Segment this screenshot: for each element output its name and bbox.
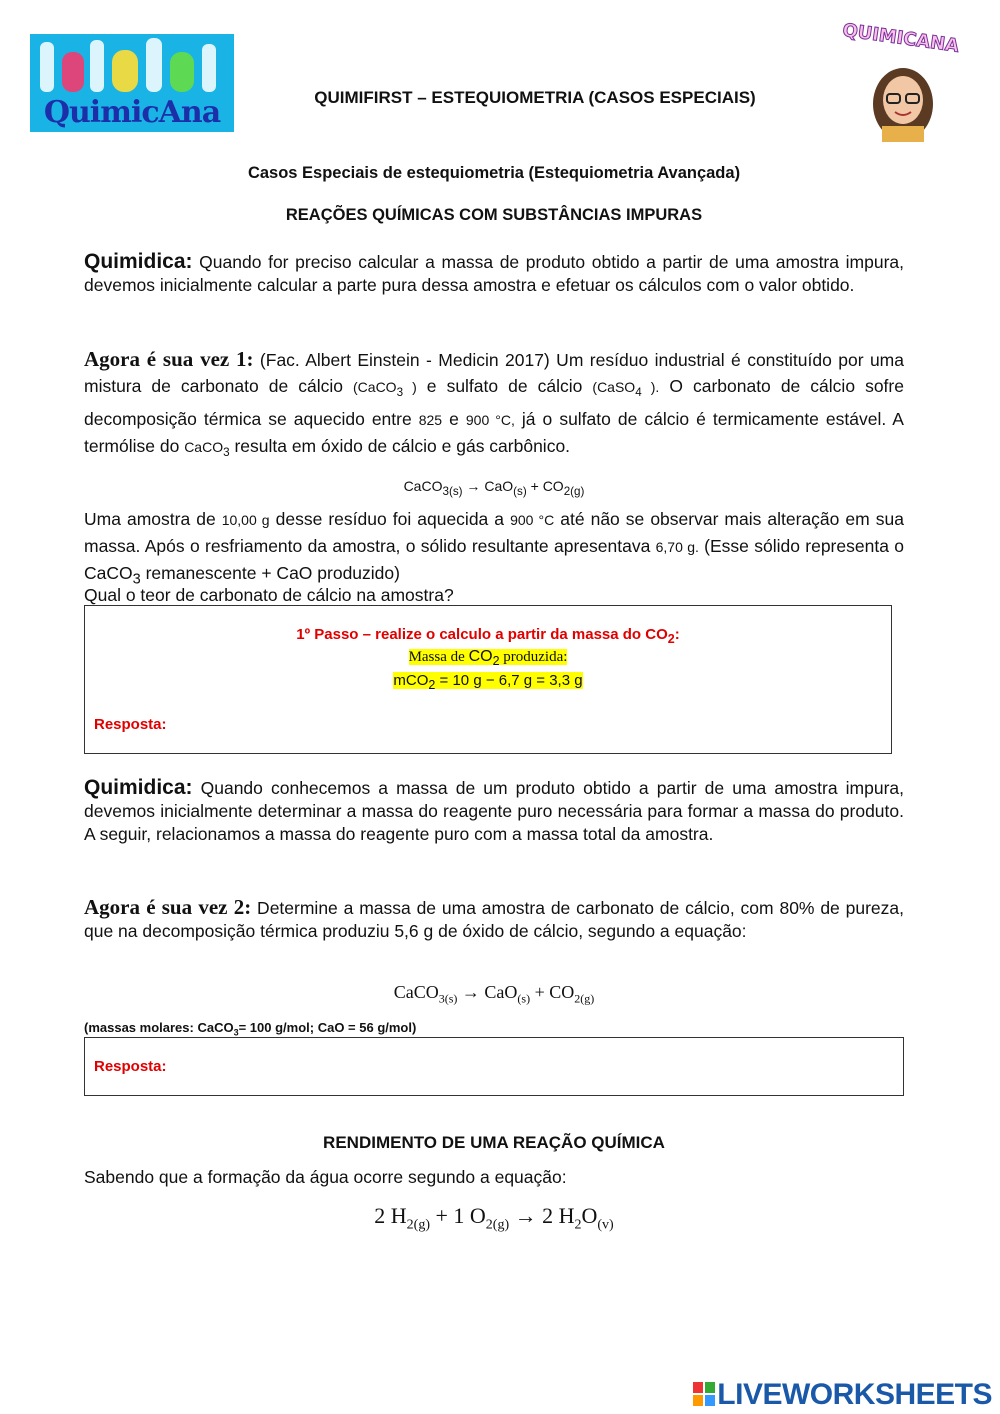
- section-heading: RENDIMENTO DE UMA REAÇÃO QUÍMICA: [323, 1133, 665, 1152]
- section-intro: Sabendo que a formação da água ocorre segundo a equação:: [84, 1167, 567, 1187]
- exercise-1-paragraph: [84, 346, 904, 466]
- mass-value: 6,70 g.: [655, 539, 699, 555]
- quimicana-badge-text: QUIMICANA: [841, 19, 961, 57]
- tip-label: Quimidica:: [84, 776, 193, 799]
- exercise-2-paragraph: [84, 896, 904, 943]
- formula-caco3: (CaCO$_3$ ): [353, 379, 417, 399]
- formula-caso4: (CaSO$_4$ ).: [592, 379, 660, 399]
- tip-paragraph-2: [84, 776, 904, 846]
- quimicana-logo: [30, 34, 234, 132]
- page-title: QUIMIFIRST – ESTEQUIOMETRIA (CASOS ESPECIAIS): [314, 88, 756, 107]
- answer-label: Resposta:: [94, 1058, 167, 1075]
- exercise-source: (Fac. Albert Einstein - Medicin 2017): [253, 350, 550, 370]
- exercise-label: Agora é sua vez 1:: [84, 347, 254, 371]
- tip-paragraph-1: [84, 250, 904, 297]
- exercise-text: e sulfato de cálcio: [416, 376, 593, 396]
- mass-value: 10,00 g: [221, 512, 270, 528]
- exercise-text: já o sulfato de cálcio é termicamente estável. A termólise do: [84, 408, 904, 456]
- tip-text: Quando for preciso calcular a massa de produto obtido a partir de uma amostra impura, devemos inicialmente calcular a parte pura dessa amostra e efetuar os cálculos com o valor obtido.: [84, 252, 904, 295]
- exercise-text: resulta em óxido de cálcio e gás carbônico.: [229, 435, 571, 456]
- molar-mass-note: (massas molares: CaCO$_3$= 100 g/mol; CaO = 56 g/mol): [84, 1020, 417, 1038]
- temperature-value: 900 °C: [510, 512, 555, 528]
- decomposition-equation: CaCO$_{3(s)}$ → $CaO_{(s)} + CO_{2(g)}$: [403, 478, 585, 498]
- exercise-1-question-text: Uma amostra de 10,00 g desse resíduo foi aquecida a 900 °C até não se observar mais alteração em sua massa. Após o resfriamento da amostra, o sólido resultante apresentava 6,70 g. (Esse sólido representa o CaCO$_3$ remanescente + CaO produzido): [84, 509, 904, 588]
- temperature-value: 900 °C,: [465, 411, 515, 428]
- answer-box-2[interactable]: [84, 1037, 904, 1096]
- temperature-value: 825: [418, 411, 443, 428]
- exercise-1-question: Qual o teor de carbonato de cálcio na amostra?: [84, 585, 454, 605]
- exercise-2-equation: CaCO$_{3(s)}$ → $CaO_{(s)} + CO_{2(g)}$: [393, 982, 595, 1006]
- tip-text: Quando conhecemos a massa de um produto obtido a partir de uma amostra impura, devemos inicialmente determinar a massa do reagente puro necessária para formar a massa do produto. A seguir, relacionamos a massa do reagente puro com a massa total da amostra.: [84, 778, 904, 844]
- mass-label: Massa de $CO_2$ produzida:: [408, 648, 568, 668]
- mass-calculation: mCO$_2$ = 10 g − 6,7 g = 3,3 g: [393, 672, 583, 692]
- liveworksheets-logo[interactable]: [693, 1378, 992, 1412]
- exercise-text: e: [442, 408, 466, 429]
- answer-label: Resposta:: [94, 716, 167, 733]
- answer-box-1[interactable]: [84, 605, 892, 754]
- exercise-label: Agora é sua vez 2:: [84, 895, 252, 919]
- formula-caco3: CaCO$_3$: [184, 438, 230, 459]
- tip-label: Quimidica:: [84, 250, 193, 273]
- water-equation: 2 $H_{2(g)} + 1$ $O_{2(g)} \to 2$ $H_2O_{(v)}$: [374, 1203, 614, 1233]
- section-heading: REAÇÕES QUÍMICAS COM SUBSTÂNCIAS IMPURAS: [285, 206, 703, 224]
- exercise-text: Um resíduo industrial é constituído por uma mistura de carbonato de cálcio: [84, 350, 904, 396]
- brand-text: LIVEWORKSHEETS: [717, 1378, 992, 1411]
- avatar: [868, 60, 938, 142]
- logo-text: QuimicAna: [43, 95, 221, 130]
- liveworksheets-icon: [693, 1380, 715, 1404]
- exercise-text: Determine a massa de uma amostra de carbonato de cálcio, com 80% de pureza, que na decomposição térmica produziu 5,6 g de óxido de cálcio, segundo a equação:: [84, 898, 904, 941]
- exercise-text: O carbonato de cálcio sofre decomposição térmica se aquecido entre: [84, 376, 904, 429]
- section-subtitle: Casos Especiais de estequiometria (Estequiometria Avançada): [247, 164, 741, 182]
- step-title: 1º Passo – realize o calculo a partir da massa do $CO_2$:: [296, 626, 680, 646]
